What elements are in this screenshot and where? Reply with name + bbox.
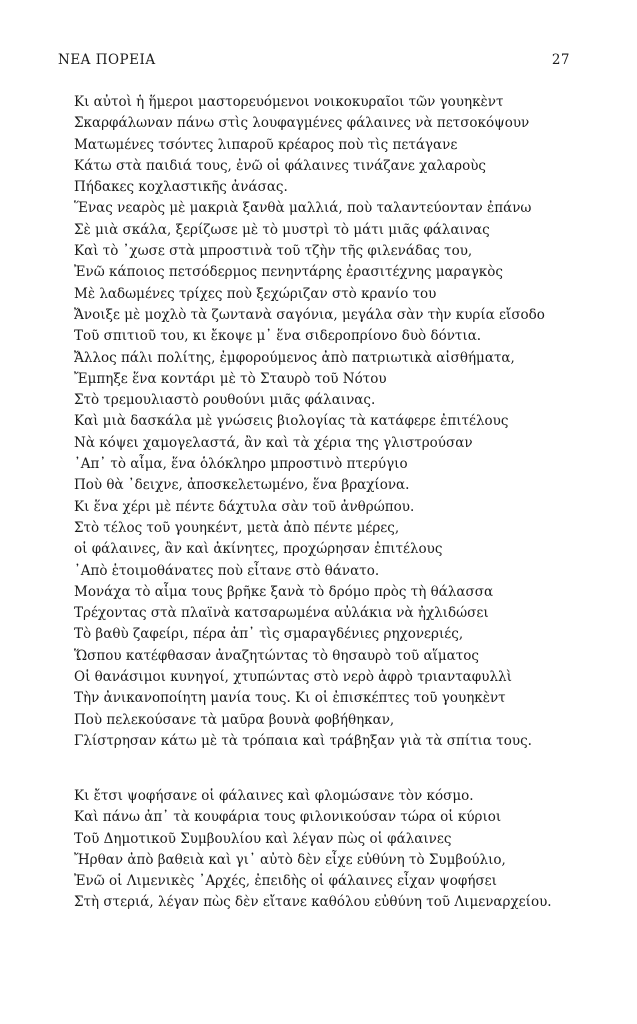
poem-line: Ἄλλος πάλι πολίτης, ἐμφορούμενος ἀπὸ πατριωτικὰ αἰσθήματα, [74,349,515,366]
page-header [58,52,570,72]
poem-line: Καὶ μιὰ δασκάλα μὲ γνώσεις βιολογίας τὰ κατάφερε ἐπιτέλους [74,413,509,430]
poem-line: Σὲ μιὰ σκάλα, ξερίζωσε μὲ τὸ μυστρὶ τὸ μάτι μιᾶς φάλαινας [74,221,490,238]
poem-line: Ἤρθαν ἀπὸ βαθειὰ καὶ γι᾽ αὐτὸ δὲν εἶχε εὐθύνη τὸ Συμβούλιο, [74,851,506,868]
poem-line: Τὸ βαθὺ ζαφείρι, πέρα ἀπ᾽ τὶς σμαραγδένιες ρηχονεριές, [74,626,464,643]
poem-line: Ἔμπηξε ἕνα κοντάρι μὲ τὸ Σταυρὸ τοῦ Νότου [74,370,387,387]
poem-line: Ἐνῶ κάποιος πετσόδερμος πενηντάρης ἐρασιτέχνης μαραγκὸς [74,264,503,281]
poem-line: Σκαρφάλωναν πάνω στὶς λουφαγμένες φάλαινες νὰ πετσοκόψουν [74,115,530,132]
poem-line: Ποὺ θὰ ᾽δειχνε, ἀποσκελετωμένο, ἕνα βραχίονα. [74,477,410,494]
page-number: 27 [551,52,570,68]
poem-line: οἱ φάλαινες, ἂν καὶ ἀκίνητες, προχώρησαν ἐπιτέλους [74,541,443,558]
poem-line: Κι ἕνα χέρι μὲ πέντε δάχτυλα σὰν τοῦ ἀνθρώπου. [74,498,415,515]
poem-line: Ποὺ πελεκούσανε τὰ μαῦρα βουνὰ φοβήθηκαν, [74,711,395,728]
poem-line: Γλίστρησαν κάτω μὲ τὰ τρόπαια καὶ τράβηξαν γιὰ τὰ σπίτια τους. [74,732,532,749]
poem-line: Ἕνας νεαρὸς μὲ μακριὰ ξανθὰ μαλλιά, ποὺ ταλαντεύονταν ἐπάνω [74,200,532,217]
poem-line: Τοῦ σπιτιοῦ του, κι ἔκοψε μ᾽ ἕνα σιδεροπρίονο δυὸ δόντια. [74,328,482,345]
poem-line: Στὸ τρεμουλιαστὸ ρουθούνι μιᾶς φάλαινας. [74,392,376,409]
poem-line: Ἄνοιξε μὲ μοχλὸ τὰ ζωντανὰ σαγόνια, μεγάλα σὰν τὴν κυρία εἴσοδο [74,306,545,323]
poem-line: Τρέχοντας στὰ πλαϊνὰ κατσαρωμένα αὐλάκια νὰ ἠχλιδώσει [74,605,489,622]
poem-line: Νὰ κόψει χαμογελαστά, ἂν καὶ τὰ χέρια της γλιστρούσαν [74,434,473,451]
stanza-2 [74,786,594,914]
stanza-1 [74,92,594,752]
poem-line: ᾽Απ᾽ τὸ αἷμα, ἕνα ὁλόκληρο μπροστινὸ πτερύγιο [74,456,408,473]
poem-line: Τοῦ Δημοτικοῦ Συμβουλίου καὶ λέγαν πὼς οἱ φάλαινες [74,830,452,847]
poem-line: Κάτω στὰ παιδιά τους, ἐνῶ οἱ φάλαινες τινάζανε χαλαροὺς [74,157,486,174]
poem-line: Οἱ θανάσιμοι κυνηγοί, χτυπώντας στὸ νερὸ ἀφρὸ τριανταφυλλὶ [74,669,512,686]
poem-line: Μονάχα τὸ αἷμα τους βρῆκε ξανὰ τὸ δρόμο πρὸς τὴ θάλασσα [74,583,494,600]
poem-line: Κι ἔτσι ψοφήσανε οἱ φάλαινες καὶ φλομώσανε τὸν κόσμο. [74,788,474,804]
poem-line: Ἐνῶ οἱ Λιμενικὲς ᾽Αρχές, ἐπειδὴς οἱ φάλαινες εἶχαν ψοφήσει [74,873,497,890]
running-head: ΝΕΑ ΠΟΡΕΙΑ [58,52,156,68]
poem-line: ᾽Απὸ ἑτοιμοθάνατες ποὺ εἶτανε στὸ θάνατο. [74,562,380,579]
poem-line: Πήδακες κοχλαστικῆς ἀνάσας. [74,179,288,196]
poem-line: Καὶ πάνω ἀπ᾽ τὰ κουφάρια τους φιλονικούσαν τώρα οἱ κύριοι [74,809,502,826]
poem-line: Τὴν ἀνικανοποίητη μανία τους. Κι οἱ ἐπισκέπτες τοῦ γουηκὲντ [74,690,506,707]
poem-line: Καὶ τὸ ᾽χωσε στὰ μπροστινὰ τοῦ τζὴν τῆς φιλενάδας του, [74,243,473,260]
poem-line: Κι αὐτοὶ ἡ ἥμεροι μαστορευόμενοι νοικοκυραῖοι τῶν γουηκὲντ [74,94,504,110]
poem-line: Στὴ στεριά, λέγαν πὼς δὲν εἴτανε καθόλου εὐθύνη τοῦ Λιμεναρχείου. [74,894,552,911]
poem-line: Στὸ τέλος τοῦ γουηκέντ, μετὰ ἀπὸ πέντε μέρες, [74,519,400,536]
poem-line: Ὥσπου κατέφθασαν ἀναζητώντας τὸ θησαυρὸ τοῦ αἵματος [74,647,479,664]
poem-line: Ματωμένες τσόντες λιπαροῦ κρέαρος ποὺ τὶς πετάγανε [74,136,458,153]
poem-line: Μὲ λαδωμένες τρίχες ποὺ ξεχώριζαν στὸ κρανίο του [74,285,437,302]
